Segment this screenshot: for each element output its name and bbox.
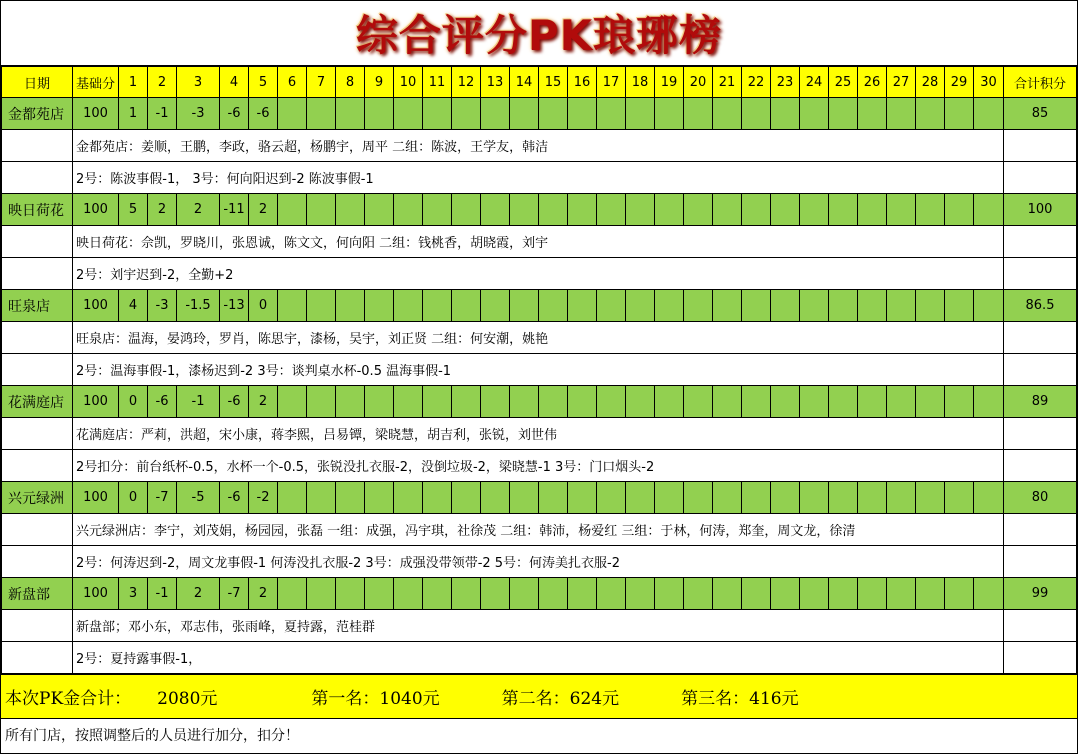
store-deductions[interactable]: 2号：夏持露事假-1， — [73, 642, 1004, 674]
day-score[interactable] — [481, 194, 510, 226]
store-deductions[interactable]: 2号扣分：前台纸杯-0.5，水杯一个-0.5，张锐没扎衣服-2，没倒垃圾-2，梁晓慧-1 3号：门口烟头-2 — [73, 450, 1004, 482]
day-score[interactable] — [974, 482, 1004, 514]
note-blank[interactable] — [2, 354, 73, 386]
day-score[interactable]: -6 — [148, 386, 177, 418]
store-deductions-row — [2, 258, 1077, 290]
day-score[interactable] — [945, 482, 974, 514]
store-name[interactable]: 兴元绿洲 — [2, 482, 73, 514]
day-score[interactable] — [394, 386, 423, 418]
store-score-row — [2, 194, 1077, 226]
day-score[interactable] — [655, 386, 684, 418]
day-score[interactable] — [829, 290, 858, 322]
day-score[interactable] — [713, 290, 742, 322]
day-score[interactable] — [974, 98, 1004, 130]
store-members[interactable]: 金都苑店：姜顺，王鹏，李政，骆云超，杨鹏宇，周平 二组：陈波，王学友，韩洁 — [73, 130, 1004, 162]
total-score[interactable]: 85 — [1004, 98, 1077, 130]
day-score[interactable] — [481, 98, 510, 130]
day-score[interactable] — [626, 98, 655, 130]
day-score[interactable] — [597, 194, 626, 226]
store-score-row — [2, 386, 1077, 418]
note-total-blank[interactable] — [1004, 354, 1077, 386]
day-score[interactable] — [858, 98, 887, 130]
store-members-row — [2, 130, 1077, 162]
day-score[interactable] — [945, 194, 974, 226]
day-score[interactable] — [684, 290, 713, 322]
header-day[interactable]: 21 — [713, 67, 742, 98]
day-score[interactable] — [510, 578, 539, 610]
day-score[interactable] — [858, 194, 887, 226]
day-score[interactable] — [423, 386, 452, 418]
day-score[interactable] — [771, 386, 800, 418]
note-blank[interactable] — [2, 130, 73, 162]
day-score[interactable] — [858, 290, 887, 322]
day-score[interactable] — [278, 98, 307, 130]
day-score[interactable] — [626, 194, 655, 226]
day-score[interactable] — [800, 482, 829, 514]
store-members[interactable]: 花满庭店：严莉，洪超，宋小康，蒋李熙，吕易镡，梁晓慧，胡吉利，张锐，刘世伟 — [73, 418, 1004, 450]
header-day[interactable]: 27 — [887, 67, 916, 98]
store-deductions-row — [2, 450, 1077, 482]
header-day[interactable]: 8 — [336, 67, 365, 98]
header-day[interactable]: 3 — [177, 67, 220, 98]
base-score[interactable]: 100 — [73, 578, 119, 610]
day-score[interactable] — [974, 578, 1004, 610]
day-score[interactable] — [626, 386, 655, 418]
day-score[interactable] — [684, 98, 713, 130]
day-score[interactable] — [568, 386, 597, 418]
day-score[interactable]: 2 — [177, 194, 220, 226]
header-day[interactable]: 4 — [220, 67, 249, 98]
day-score[interactable] — [742, 386, 771, 418]
day-score[interactable] — [742, 578, 771, 610]
note-total-blank[interactable] — [1004, 130, 1077, 162]
store-members[interactable]: 旺泉店：温海，晏鸿玲，罗肖，陈思宇，漆杨，吴宇，刘正贤 二组：何安潮，姚艳 — [73, 322, 1004, 354]
day-score[interactable] — [568, 98, 597, 130]
store-members[interactable]: 新盘部；邓小东，邓志伟，张雨峰，夏持露，范桂群 — [73, 610, 1004, 642]
day-score[interactable]: -1 — [148, 98, 177, 130]
header-date[interactable]: 日期 — [2, 67, 73, 98]
note-blank[interactable] — [2, 162, 73, 194]
store-members-row — [2, 418, 1077, 450]
day-score[interactable] — [278, 578, 307, 610]
day-score[interactable] — [539, 290, 568, 322]
day-score[interactable] — [858, 578, 887, 610]
day-score[interactable] — [597, 482, 626, 514]
day-score[interactable] — [887, 578, 916, 610]
day-score[interactable]: -1 — [177, 386, 220, 418]
day-score[interactable] — [858, 386, 887, 418]
day-score[interactable] — [742, 290, 771, 322]
day-score[interactable] — [452, 194, 481, 226]
store-deductions-row — [2, 354, 1077, 386]
day-score[interactable] — [568, 194, 597, 226]
day-score[interactable] — [655, 482, 684, 514]
day-score[interactable]: 0 — [119, 482, 148, 514]
header-day[interactable]: 18 — [626, 67, 655, 98]
header-day[interactable]: 24 — [800, 67, 829, 98]
store-members-row — [2, 514, 1077, 546]
day-score[interactable] — [394, 290, 423, 322]
base-score[interactable]: 100 — [73, 290, 119, 322]
day-score[interactable] — [597, 290, 626, 322]
header-day[interactable]: 20 — [684, 67, 713, 98]
day-score[interactable] — [684, 578, 713, 610]
day-score[interactable] — [510, 98, 539, 130]
day-score[interactable]: -7 — [220, 578, 249, 610]
day-score[interactable] — [829, 482, 858, 514]
day-score[interactable] — [713, 482, 742, 514]
day-score[interactable]: -6 — [220, 98, 249, 130]
day-score[interactable] — [713, 194, 742, 226]
pk-prize-row — [1, 674, 1077, 719]
day-score[interactable] — [655, 290, 684, 322]
header-day[interactable]: 23 — [771, 67, 800, 98]
header-day[interactable]: 29 — [945, 67, 974, 98]
day-score[interactable]: 0 — [249, 290, 278, 322]
note-blank[interactable] — [2, 642, 73, 674]
day-score[interactable]: -3 — [148, 290, 177, 322]
day-score[interactable] — [713, 578, 742, 610]
day-score[interactable] — [916, 578, 945, 610]
store-name[interactable]: 新盘部 — [2, 578, 73, 610]
day-score[interactable] — [945, 578, 974, 610]
note-blank[interactable] — [2, 258, 73, 290]
header-day[interactable]: 22 — [742, 67, 771, 98]
day-score[interactable] — [423, 98, 452, 130]
day-score[interactable] — [452, 482, 481, 514]
header-total[interactable]: 合计积分 — [1004, 67, 1077, 98]
day-score[interactable]: -6 — [249, 98, 278, 130]
score-table — [1, 66, 1077, 674]
note-total-blank[interactable] — [1004, 642, 1077, 674]
day-score[interactable] — [829, 194, 858, 226]
total-score[interactable]: 100 — [1004, 194, 1077, 226]
day-score[interactable] — [684, 194, 713, 226]
base-score[interactable]: 100 — [73, 482, 119, 514]
day-score[interactable] — [742, 482, 771, 514]
day-score[interactable] — [771, 482, 800, 514]
day-score[interactable] — [307, 290, 336, 322]
note-blank[interactable] — [2, 546, 73, 578]
day-score[interactable] — [800, 578, 829, 610]
day-score[interactable] — [887, 482, 916, 514]
day-score[interactable] — [336, 290, 365, 322]
total-score[interactable]: 99 — [1004, 578, 1077, 610]
pk-first-prize: 第一名：1040元 — [311, 689, 440, 709]
day-score[interactable] — [771, 98, 800, 130]
day-score[interactable] — [655, 194, 684, 226]
note-total-blank[interactable] — [1004, 226, 1077, 258]
day-score[interactable]: 5 — [119, 194, 148, 226]
day-score[interactable] — [510, 386, 539, 418]
page-title: 综合评分PK琅琊榜 — [355, 11, 723, 60]
day-score[interactable] — [336, 482, 365, 514]
pk-total-label: 本次PK金合计： — [5, 689, 132, 709]
day-score[interactable] — [481, 290, 510, 322]
day-score[interactable] — [278, 290, 307, 322]
day-score[interactable] — [394, 194, 423, 226]
day-score[interactable] — [336, 578, 365, 610]
day-score[interactable] — [742, 98, 771, 130]
day-score[interactable] — [887, 386, 916, 418]
day-score[interactable] — [655, 578, 684, 610]
day-score[interactable] — [800, 194, 829, 226]
header-day[interactable]: 12 — [452, 67, 481, 98]
store-deductions[interactable]: 2号：陈波事假-1， 3号：何向阳迟到-2 陈波事假-1 — [73, 162, 1004, 194]
store-deductions-row — [2, 546, 1077, 578]
day-score[interactable]: -7 — [148, 482, 177, 514]
day-score[interactable]: -6 — [220, 482, 249, 514]
header-day[interactable]: 17 — [597, 67, 626, 98]
day-score[interactable]: 2 — [249, 194, 278, 226]
day-score[interactable] — [626, 482, 655, 514]
header-day[interactable]: 10 — [394, 67, 423, 98]
header-day[interactable]: 26 — [858, 67, 887, 98]
day-score[interactable]: -13 — [220, 290, 249, 322]
store-score-row — [2, 578, 1077, 610]
base-score[interactable]: 100 — [73, 194, 119, 226]
note-total-blank[interactable] — [1004, 450, 1077, 482]
day-score[interactable] — [452, 290, 481, 322]
total-score[interactable]: 86.5 — [1004, 290, 1077, 322]
day-score[interactable] — [539, 386, 568, 418]
header-day[interactable]: 7 — [307, 67, 336, 98]
day-score[interactable] — [307, 578, 336, 610]
day-score[interactable] — [481, 482, 510, 514]
day-score[interactable] — [916, 290, 945, 322]
total-score[interactable]: 89 — [1004, 386, 1077, 418]
note-total-blank[interactable] — [1004, 162, 1077, 194]
pk-third-prize: 第三名：416元 — [681, 689, 799, 709]
store-members[interactable]: 映日荷花：佘凯，罗晓川，张恩诚，陈文文，何向阳 二组：钱桃香，胡晓霞，刘宇 — [73, 226, 1004, 258]
day-score[interactable] — [916, 386, 945, 418]
day-score[interactable] — [278, 386, 307, 418]
day-score[interactable] — [539, 482, 568, 514]
day-score[interactable] — [887, 290, 916, 322]
day-score[interactable] — [452, 386, 481, 418]
day-score[interactable] — [945, 290, 974, 322]
day-score[interactable] — [655, 98, 684, 130]
day-score[interactable]: 2 — [148, 194, 177, 226]
store-name[interactable]: 金都苑店 — [2, 98, 73, 130]
day-score[interactable] — [713, 386, 742, 418]
header-day[interactable]: 1 — [119, 67, 148, 98]
header-day[interactable]: 25 — [829, 67, 858, 98]
header-day[interactable]: 2 — [148, 67, 177, 98]
day-score[interactable] — [858, 482, 887, 514]
day-score[interactable] — [539, 194, 568, 226]
day-score[interactable]: 2 — [249, 386, 278, 418]
day-score[interactable]: 2 — [177, 578, 220, 610]
day-score[interactable] — [307, 98, 336, 130]
day-score[interactable] — [423, 194, 452, 226]
day-score[interactable]: 2 — [249, 578, 278, 610]
day-score[interactable] — [365, 578, 394, 610]
day-score[interactable] — [626, 290, 655, 322]
day-score[interactable]: -6 — [220, 386, 249, 418]
note-blank[interactable] — [2, 418, 73, 450]
day-score[interactable] — [336, 194, 365, 226]
store-members-row — [2, 610, 1077, 642]
day-score[interactable]: -1.5 — [177, 290, 220, 322]
header-day[interactable]: 19 — [655, 67, 684, 98]
day-score[interactable] — [307, 386, 336, 418]
day-score[interactable] — [510, 482, 539, 514]
day-score[interactable] — [742, 194, 771, 226]
header-day[interactable]: 5 — [249, 67, 278, 98]
note-total-blank[interactable] — [1004, 322, 1077, 354]
note-total-blank[interactable] — [1004, 546, 1077, 578]
store-score-row — [2, 290, 1077, 322]
day-score[interactable] — [829, 98, 858, 130]
day-score[interactable] — [916, 194, 945, 226]
day-score[interactable] — [568, 290, 597, 322]
day-score[interactable] — [771, 194, 800, 226]
day-score[interactable] — [423, 482, 452, 514]
day-score[interactable] — [539, 98, 568, 130]
header-day[interactable]: 28 — [916, 67, 945, 98]
day-score[interactable] — [771, 290, 800, 322]
day-score[interactable] — [945, 386, 974, 418]
store-members[interactable]: 兴元绿洲店：李宁，刘茂娟，杨园园，张磊 一组：成强，冯宇琪，社徐茂 二组：韩沛，杨爱红 三组：于林，何涛，郑奎，周文龙，徐清 — [73, 514, 1004, 546]
pk-total-value: 2080元 — [157, 689, 218, 709]
day-score[interactable]: 4 — [119, 290, 148, 322]
header-day[interactable]: 14 — [510, 67, 539, 98]
day-score[interactable]: -2 — [249, 482, 278, 514]
day-score[interactable]: -5 — [177, 482, 220, 514]
base-score[interactable]: 100 — [73, 98, 119, 130]
header-day[interactable]: 16 — [568, 67, 597, 98]
day-score[interactable] — [539, 578, 568, 610]
header-day[interactable]: 6 — [278, 67, 307, 98]
day-score[interactable] — [800, 290, 829, 322]
note-blank[interactable] — [2, 610, 73, 642]
day-score[interactable] — [394, 98, 423, 130]
day-score[interactable] — [829, 578, 858, 610]
day-score[interactable] — [713, 98, 742, 130]
header-day[interactable]: 13 — [481, 67, 510, 98]
day-score[interactable] — [365, 290, 394, 322]
footer-note-text: 所有门店，按照调整后的人员进行加分，扣分！ — [5, 728, 299, 744]
note-blank[interactable] — [2, 450, 73, 482]
day-score[interactable] — [597, 98, 626, 130]
day-score[interactable] — [510, 290, 539, 322]
base-score[interactable]: 100 — [73, 386, 119, 418]
day-score[interactable] — [800, 386, 829, 418]
store-deductions[interactable]: 2号：温海事假-1，漆杨迟到-2 3号：谈判桌水杯-0.5 温海事假-1 — [73, 354, 1004, 386]
day-score[interactable]: 1 — [119, 98, 148, 130]
day-score[interactable]: -1 — [148, 578, 177, 610]
day-score[interactable] — [684, 482, 713, 514]
day-score[interactable] — [800, 98, 829, 130]
store-name[interactable]: 映日荷花 — [2, 194, 73, 226]
day-score[interactable]: 0 — [119, 386, 148, 418]
day-score[interactable] — [394, 578, 423, 610]
total-score[interactable]: 80 — [1004, 482, 1077, 514]
store-members-row — [2, 226, 1077, 258]
day-score[interactable] — [481, 578, 510, 610]
day-score[interactable] — [597, 386, 626, 418]
day-score[interactable] — [974, 194, 1004, 226]
note-total-blank[interactable] — [1004, 418, 1077, 450]
day-score[interactable] — [510, 194, 539, 226]
note-total-blank[interactable] — [1004, 514, 1077, 546]
day-score[interactable] — [568, 578, 597, 610]
note-total-blank[interactable] — [1004, 610, 1077, 642]
day-score[interactable]: 3 — [119, 578, 148, 610]
day-score[interactable] — [974, 290, 1004, 322]
day-score[interactable] — [887, 194, 916, 226]
store-deductions[interactable]: 2号：何涛迟到-2，周文龙事假-1 何涛没扎衣服-2 3号：成强没带领带-2 5号：何涛美扎衣服-2 — [73, 546, 1004, 578]
footer-note — [1, 719, 1077, 751]
day-score[interactable] — [771, 578, 800, 610]
day-score[interactable] — [597, 578, 626, 610]
day-score[interactable]: -11 — [220, 194, 249, 226]
note-blank[interactable] — [2, 226, 73, 258]
day-score[interactable] — [626, 578, 655, 610]
day-score[interactable] — [423, 290, 452, 322]
store-name[interactable]: 花满庭店 — [2, 386, 73, 418]
header-row — [2, 67, 1077, 98]
store-members-row — [2, 322, 1077, 354]
store-deductions-row — [2, 642, 1077, 674]
day-score[interactable] — [365, 482, 394, 514]
pk-second-prize: 第二名：624元 — [501, 689, 620, 709]
note-total-blank[interactable] — [1004, 258, 1077, 290]
day-score[interactable] — [336, 386, 365, 418]
day-score[interactable] — [365, 194, 394, 226]
header-day[interactable]: 9 — [365, 67, 394, 98]
day-score[interactable] — [452, 98, 481, 130]
day-score[interactable] — [481, 386, 510, 418]
day-score[interactable] — [365, 386, 394, 418]
day-score[interactable] — [336, 98, 365, 130]
day-score[interactable] — [945, 98, 974, 130]
day-score[interactable] — [684, 386, 713, 418]
store-deductions-row — [2, 162, 1077, 194]
day-score[interactable] — [829, 386, 858, 418]
day-score[interactable] — [278, 482, 307, 514]
header-day[interactable]: 15 — [539, 67, 568, 98]
header-day[interactable]: 11 — [423, 67, 452, 98]
day-score[interactable] — [307, 482, 336, 514]
day-score[interactable] — [423, 578, 452, 610]
day-score[interactable] — [278, 194, 307, 226]
day-score[interactable] — [916, 482, 945, 514]
store-score-row — [2, 482, 1077, 514]
day-score[interactable]: -3 — [177, 98, 220, 130]
header-day[interactable]: 30 — [974, 67, 1004, 98]
day-score[interactable] — [452, 578, 481, 610]
day-score[interactable] — [365, 98, 394, 130]
note-blank[interactable] — [2, 322, 73, 354]
store-score-row — [2, 98, 1077, 130]
day-score[interactable] — [887, 98, 916, 130]
header-base[interactable]: 基础分 — [73, 67, 119, 98]
store-deductions[interactable]: 2号：刘宇迟到-2，全勤+2 — [73, 258, 1004, 290]
day-score[interactable] — [568, 482, 597, 514]
day-score[interactable] — [916, 98, 945, 130]
day-score[interactable] — [307, 194, 336, 226]
day-score[interactable] — [394, 482, 423, 514]
store-name[interactable]: 旺泉店 — [2, 290, 73, 322]
note-blank[interactable] — [2, 514, 73, 546]
title-row — [1, 1, 1077, 66]
day-score[interactable] — [974, 386, 1004, 418]
